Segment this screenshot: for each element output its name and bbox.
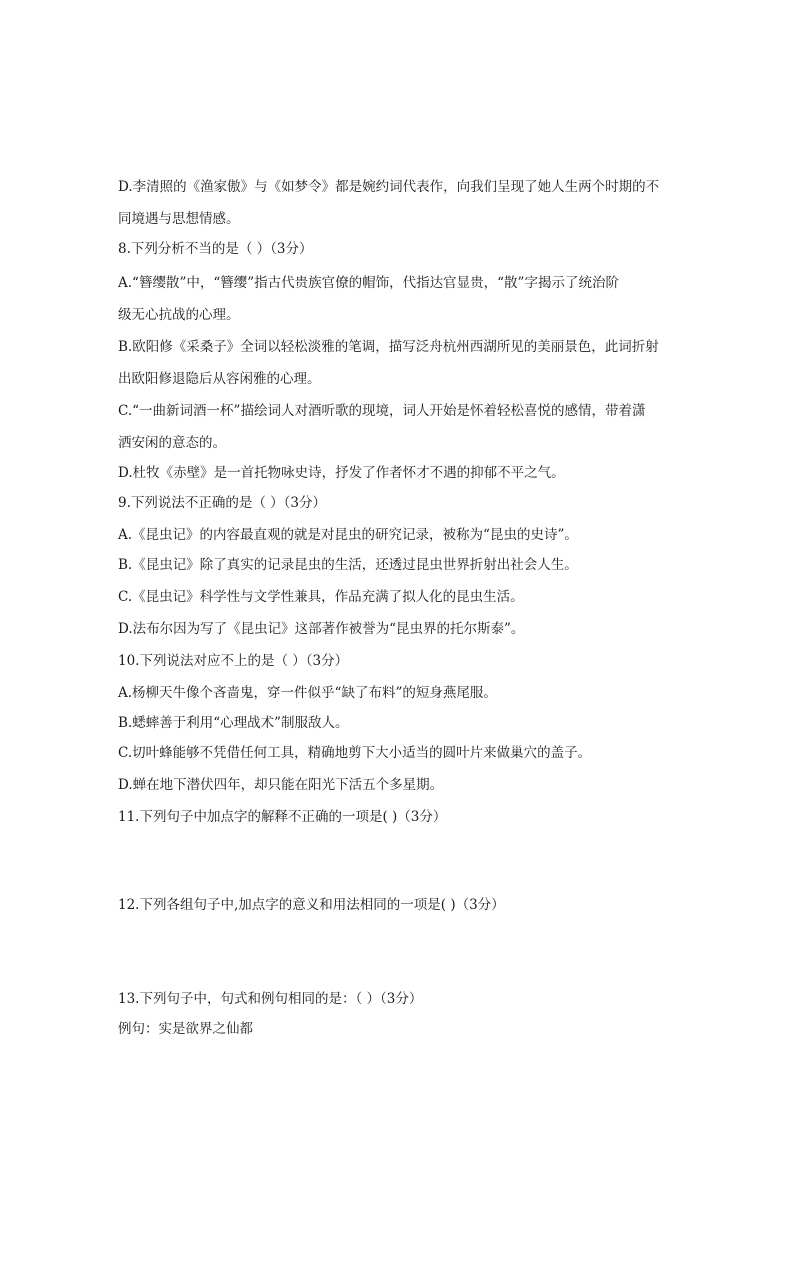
text-line-q10-b: B.蟋蟀善于利用“心理战术”制服敌人。	[118, 715, 349, 731]
text-line-q10-d: D.蝉在地下潜伏四年，却只能在阳光下活五个多星期。	[118, 777, 444, 793]
text-line-q8-b-2: 出欧阳修退隐后从容闲雅的心理。	[118, 371, 321, 387]
text-line-q10-a: A.杨柳天牛像个吝啬鬼，穿一件似乎“缺了布料”的短身燕尾服。	[118, 685, 497, 701]
text-line-q9-d: D.法布尔因为写了《昆虫记》这部著作被誉为“昆虫界的托尔斯泰”。	[118, 621, 525, 637]
text-line-q8-stem: 8.下列分析不当的是（ ）（3分）	[118, 241, 313, 257]
text-line-q8-a-1: A.“簪缨散”中，“簪缨”指古代贵族官僚的帽饰，代指达官显贵，“散”字揭示了统治阶	[118, 275, 619, 291]
text-line-q7-d-2: 同境遇与思想情感。	[118, 211, 240, 227]
text-line-q7-d-1: D.李清照的《渔家傲》与《如梦令》都是婉约词代表作，向我们呈现了她人生两个时期的不	[118, 179, 660, 195]
text-line-q10-stem: 10.下列说法对应不上的是（ ）（3分）	[118, 653, 349, 669]
text-line-q9-c: C.《昆虫记》科学性与文学性兼具，作品充满了拟人化的昆虫生活。	[118, 589, 524, 605]
text-line-q8-a-2: 级无心抗战的心理。	[118, 307, 240, 323]
text-line-q9-a: A.《昆虫记》的内容最直观的就是对昆虫的研究记录，被称为“昆虫的史诗”。	[118, 527, 578, 543]
text-line-q9-b: B.《昆虫记》除了真实的记录昆虫的生活，还透过昆虫世界折射出社会人生。	[118, 557, 578, 573]
text-line-q10-c: C.切叶蜂能够不凭借任何工具，精确地剪下大小适当的圆叶片来做巢穴的盖子。	[118, 745, 592, 761]
text-line-q8-d: D.杜牧《赤壁》是一首托物咏史诗，抒发了作者怀才不遇的抑郁不平之气。	[118, 465, 565, 481]
text-line-q9-stem: 9.下列说法不正确的是（ ）（3分）	[118, 495, 327, 511]
text-line-q8-b-1: B.欧阳修《采桑子》全词以轻松淡雅的笔调，描写泛舟杭州西湖所见的美丽景色，此词折射	[118, 339, 659, 355]
question-13-stem: 13.下列句子中，句式和例句相同的是：（ ）（3分）	[118, 991, 423, 1007]
question-12-stem: 12.下列各组句子中,加点字的意义和用法相同的一项是( )（3分）	[118, 897, 505, 913]
text-line-q8-c-1: C.“一曲新词酒一杯”描绘词人对酒听歌的现境，词人开始是怀着轻松喜悦的感情，带着潇	[118, 403, 646, 419]
question-13-example: 例句：实是欲界之仙都	[118, 1021, 253, 1037]
text-line-q11-stem: 11.下列句子中加点字的解释不正确的一项是( )（3分）	[118, 809, 447, 825]
text-line-q8-c-2: 洒安闲的意态的。	[118, 435, 226, 451]
